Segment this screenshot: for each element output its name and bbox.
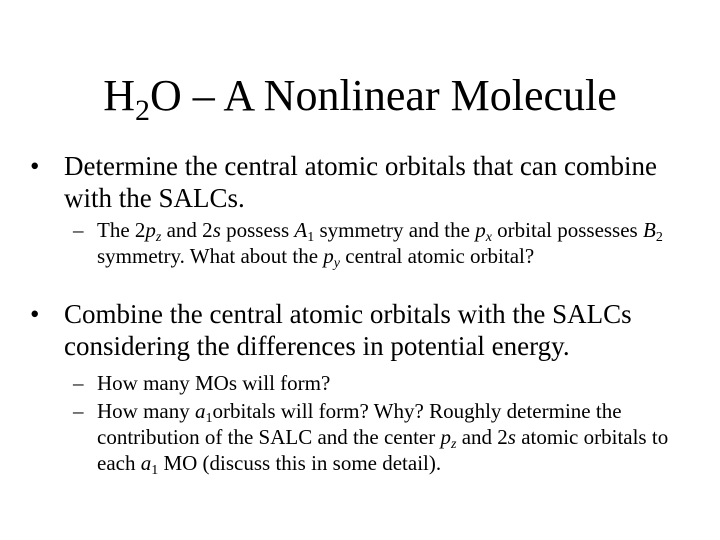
- title-part: O – A Nonlinear Molecule: [149, 71, 617, 120]
- bullet-text: Determine the central atomic orbitals that can combine with the SALCs.: [64, 151, 658, 213]
- bullet-marker: •: [30, 151, 40, 181]
- sub-bullet-marker: –: [73, 371, 84, 395]
- bullet-text: Combine the central atomic orbitals with the SALCs considering the differences in potential energy.: [64, 299, 632, 361]
- sub-bullet-text: The $2p_z$ and 2s possess $A_1$ symmetry and the $p_x$ orbital possesses $B_2$ symmetry. What about the $p_y$ central atomic orbital?: [97, 218, 663, 271]
- slide-title: [0, 70, 720, 127]
- sub-bullet-marker: –: [73, 218, 84, 242]
- sub-bullet-text: How many MOs will form?: [97, 371, 331, 395]
- sub-bullet-marker: –: [73, 399, 84, 423]
- title-part: H: [103, 71, 135, 120]
- title-subscript: 2: [134, 94, 150, 127]
- bullet-marker: •: [30, 299, 40, 329]
- sub-bullet-text: How many $a_1orbitals$ will form? Why? Roughly determine the contribution of the SALC and the center $p_z$ and 2s atomic orbitals to each $a_1$ MO (discuss this in some detail).: [97, 399, 669, 478]
